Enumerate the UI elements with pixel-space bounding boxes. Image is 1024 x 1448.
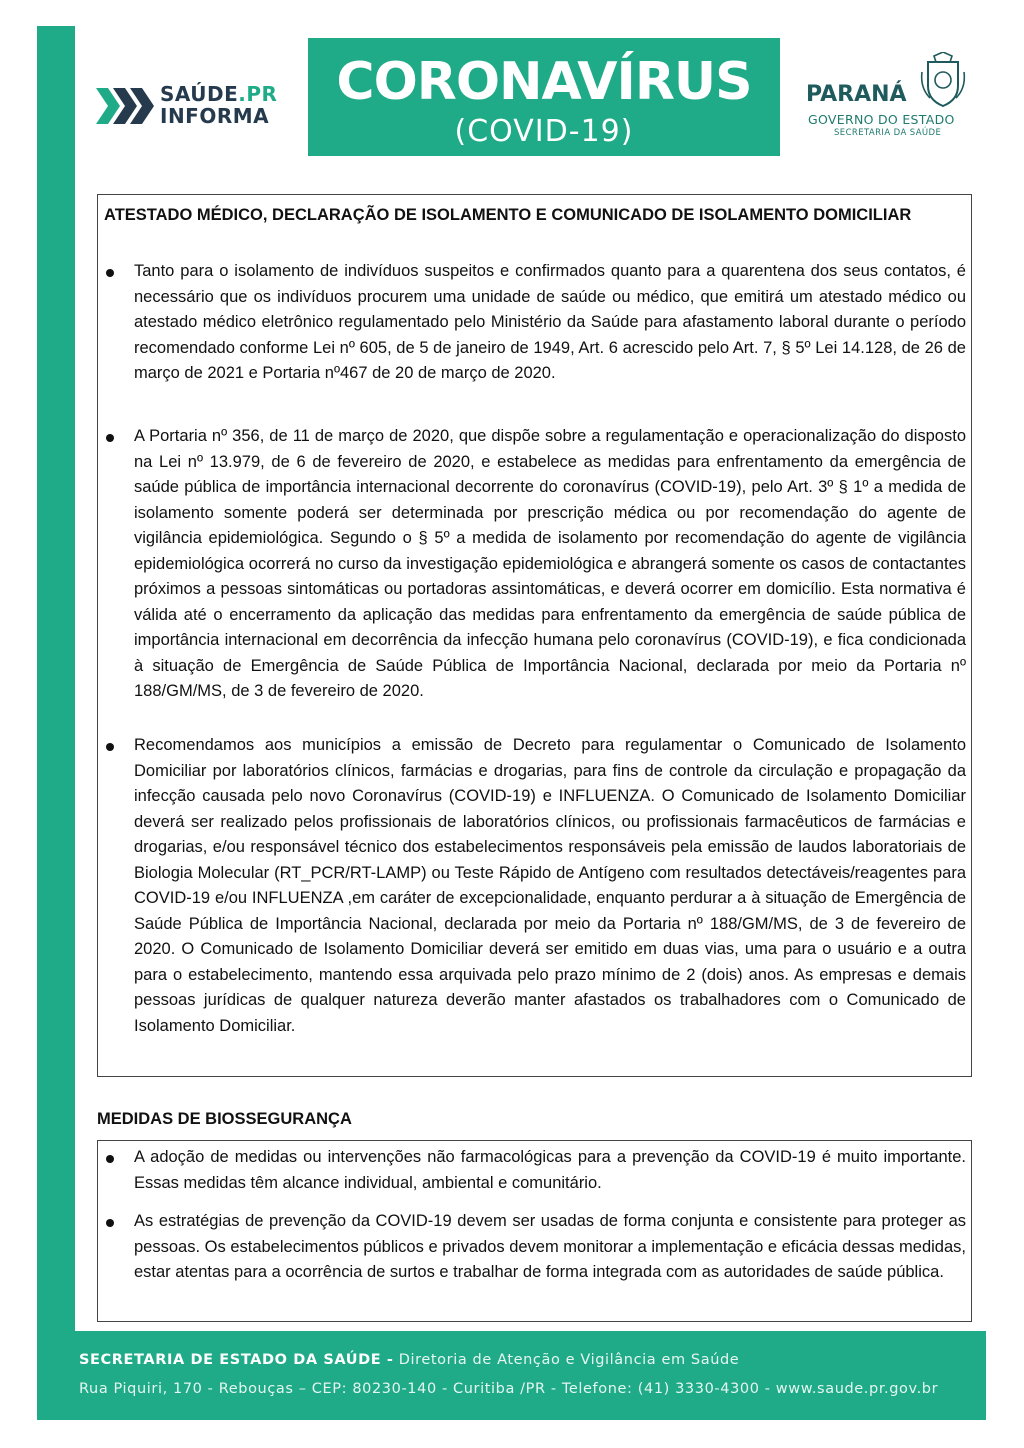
footer-address: Rua Piquiri, 170 - Rebouças – CEP: 80230-140 - Curitiba /PR - Telefone: (41) 3330-4300 - www.saude.pr.gov.br [79, 1381, 939, 1397]
bullet-icon [106, 434, 114, 442]
state-name: PARANÁ [806, 82, 907, 107]
bullet-icon [106, 1155, 114, 1163]
secretariat-label: SECRETARIA DA SAÚDE [834, 128, 942, 138]
left-accent-bar [37, 26, 75, 1420]
section2-item-1: A adoção de medidas ou intervenções não farmacológicas para a prevenção da COVID-19 é muito importante. Essas medidas têm alcance individual, ambiental e comunitário. [134, 1148, 966, 1192]
coat-of-arms-icon [920, 52, 966, 108]
logo-informa: INFORMA [160, 104, 270, 128]
logo-line1 [160, 82, 277, 106]
banner-title: CORONAVÍRUS [336, 52, 752, 112]
footer-bar [37, 1331, 986, 1420]
logo-saude: SAÚDE [160, 82, 239, 106]
footer-line1 [79, 1352, 739, 1368]
section1-item-2: A Portaria nº 356, de 11 de março de 2020, que dispõe sobre a regulamentação e operacionalização do disposto na Lei nº 13.979, de 6 de fevereiro de 2020, e estabelece as medidas para enfrentamento da emergência de saúde pública de importância internacional decorrente do coronavírus (COVID-19), pelo Art. 3º § 1º a medida de isolamento somente poderá ser determinada por prescrição médica ou por recomendação do agente de vigilância epidemiológica. Segundo o § 5º a medida de isolamento por recomendação do agente de vigilância epidemiológica ocorrerá no curso da investigação epidemiológica e abrangerá somente os casos de contactantes próximos a pessoas sintomáticas ou portadoras assintomáticas, e deverá ocorrer em domicílio. Esta normativa é válida até o encerramento da aplicação das medidas para enfrentamento da emergência de saúde pública de importância internacional em decorrência da infecção humana pelo coronavírus (COVID-19), e fica condicionada à situação de Emergência de Saúde Pública de Importância Nacional, declarada por meio da Portaria nº 188/GM/MS, de 3 de fevereiro de 2020. [134, 427, 966, 700]
section1-item-1: Tanto para o isolamento de indivíduos suspeitos e confirmados quanto para a quarentena dos seus contatos, é necessário que os indivíduos procurem uma unidade de saúde ou médico, que emitirá um atestado médico ou atestado médico eletrônico regulamentado pelo Ministério da Saúde para afastamento laboral durante o período recomendado conforme Lei nº 605, de 5 de janeiro de 1949, Art. 6 acrescido pelo Art. 7, § 5º Lei 14.128, de 26 de março de 2021 e Portaria nº467 de 20 de março de 2020. [134, 262, 966, 382]
saude-pr-informa-logo [96, 82, 296, 130]
footer-dept: Diretoria de Atenção e Vigilância em Saúde [393, 1352, 740, 1368]
section2-item-2: As estratégias de prevenção da COVID-19 devem ser usadas de forma conjunta e consistente para proteger as pessoas. Os estabelecimentos públicos e privados devem monitorar a implementação e eficácia dessas medidas, estar atentas para a ocorrência de surtos e trabalhar de forma integrada com as autoridades de saúde pública. [134, 1212, 966, 1281]
government-label: GOVERNO DO ESTADO [808, 112, 955, 127]
chevrons-icon [96, 84, 158, 128]
logo-pr: .PR [238, 82, 278, 106]
biosafety-box [97, 1140, 972, 1322]
section1-item-3: Recomendamos aos municípios a emissão de Decreto para regulamentar o Comunicado de Isolamento Domiciliar por laboratórios clínicos, farmácias e drogarias, para fins de controle da circulação e propagação da infecção causada pelo novo Coronavírus (COVID-19) e INFLUENZA. O Comunicado de Isolamento Domiciliar deverá ser realizado pelos profissionais de laboratórios clínicos, ou profissionais farmacêuticos de farmácias e drogarias, e/ou responsável técnico dos estabelecimentos responsáveis pela emissão de laudos laboratoriais de Biologia Molecular (RT_PCR/RT-LAMP) ou Teste Rápido de Antígeno com resultados detectáveis/reagentes para COVID-19 e/ou INFLUENZA ,em caráter de excepcionalidade, enquanto perdurar a à situação de Emergência de Saúde Pública de Importância Nacional, declarada por meio da Portaria nº 188/GM/MS, de 3 de fevereiro de 2020. O Comunicado de Isolamento Domiciliar deverá ser emitido em duas vias, uma para o usuário e a outra para o estabelecimento, mantendo essa arquivada pelo prazo mínimo de 2 (dois) anos. As empresas e demais pessoas jurídicas de qualquer natureza deverão manter afastados os trabalhadores com o Comunicado de Isolamento Domiciliar. [134, 736, 966, 1035]
footer-org: SECRETARIA DE ESTADO DA SAÚDE - [79, 1352, 394, 1368]
isolation-certificate-box [97, 194, 972, 1077]
section2-title: MEDIDAS DE BIOSSEGURANÇA [97, 1110, 352, 1128]
bullet-icon [106, 269, 114, 277]
bullet-icon [106, 1219, 114, 1227]
section1-title: ATESTADO MÉDICO, DECLARAÇÃO DE ISOLAMENTO E COMUNICADO DE ISOLAMENTO DOMICILIAR [104, 206, 912, 224]
coronavirus-banner [308, 38, 780, 156]
bullet-icon [106, 743, 114, 751]
banner-subtitle: (COVID-19) [454, 114, 634, 149]
parana-government-logo [804, 52, 984, 142]
